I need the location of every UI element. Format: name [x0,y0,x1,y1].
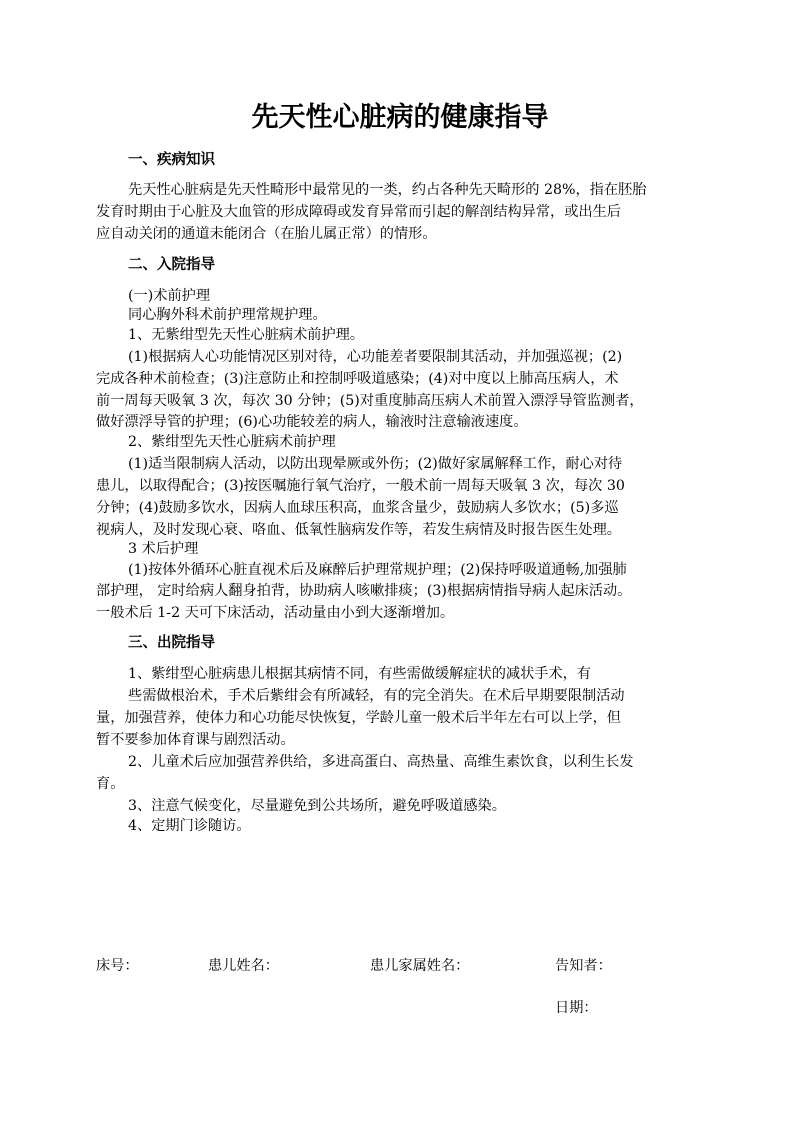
paragraph-line: 量，加强营养，使体力和心功能尽快恢复，学龄儿童一般术后半年左右可以上学，但 [96,710,621,726]
paragraph-line: (1)按体外循环心脏直视术后及麻醉后护理常规护理；(2)保持呼吸道通畅,加强肺 [128,562,627,578]
section-heading-disease-knowledge: 一、疾病知识 [128,152,215,168]
paragraph-line: 2、儿童术后应加强营养供给，多进高蛋白、高热量、高维生素饮食，以利生长发 [128,754,634,770]
paragraph-line: 应自动关闭的通道未能闭合（在胎儿属正常）的情形。 [96,226,437,242]
date-label: 日期： [555,1000,598,1016]
section-heading-discharge-guide: 三、出院指导 [128,635,215,651]
paragraph-line: 视病人，及时发现心衰、咯血、低氧性脑病发作等，若发生病情及时报告医生处理。 [96,522,621,538]
paragraph-line: 一般术后 1-2 天可下床活动，活动量由小到大逐渐增加。 [96,605,455,621]
paragraph-line: 些需做根治术，手术后紫绀会有所减轻，有的完全消失。在术后早期要限制活动 [128,688,625,704]
paragraph-line: 分钟；(4)鼓励多饮水，因病人血球压积高，血浆含量少，鼓励病人多饮水；(5)多巡 [96,500,619,516]
bed-number-label: 床号： [96,958,139,974]
informer-label: 告知者： [555,958,612,974]
section-heading-admission-guide: 二、入院指导 [128,257,215,273]
paragraph-line: 先天性心脏病是先天性畸形中最常见的一类，约占各种先天畸形的 28%，指在胚胎 [128,182,647,198]
paragraph-line: 2、紫绀型先天性心脏病术前护理 [128,434,336,450]
paragraph-line: 发育时期由于心脏及大血管的形成障碍或发育异常而引起的解剖结构异常，或出生后 [96,204,621,220]
paragraph-line: 完成各种术前检查；(3)注意防止和控制呼吸道感染；(4)对中度以上肺高压病人，术 [96,371,619,387]
paragraph-line: (1)适当限制病人活动，以防出现晕厥或外伤；(2)做好家属解释工作，耐心对待 [128,456,623,472]
family-name-label: 患儿家属姓名： [370,958,470,974]
document-title: 先天性心脏病的健康指导 [251,102,549,133]
paragraph-line: 4、定期门诊随访。 [128,818,251,834]
paragraph-line: 部护理， 定时给病人翻身拍背，协助病人咳嗽排痰；(3)根据病情指导病人起床活动。 [96,583,632,599]
paragraph-line: (一)术前护理 [128,288,211,304]
paragraph-line: 育。 [96,776,125,792]
paragraph-line: 做好漂浮导管的护理；(6)心功能较差的病人，输液时注意输液速度。 [96,414,528,430]
paragraph-line: 3 术后护理 [128,541,199,557]
paragraph-line: 同心胸外科术前护理常规护理。 [128,307,327,323]
patient-name-label: 患儿姓名： [208,958,279,974]
paragraph-line: 前一周每天吸氧 3 次，每次 30 分钟；(5)对重度肺高压病人术前置入漂浮导管监测者， [96,393,644,409]
paragraph-line: 1、紫绀型心脏病患儿根据其病情不同，有些需做缓解症状的减状手术，有 [128,666,592,682]
paragraph-line: 患儿，以取得配合；(3)按医嘱施行氧气治疗，一般术前一周每天吸氧 3 次，每次 30 [96,478,625,494]
paragraph-line: 3、注意气候变化，尽量避免到公共场所，避免呼吸道感染。 [128,798,506,814]
paragraph-line: (1)根据病人心功能情况区别对待，心功能差者要限制其活动，并加强巡视；(2) [128,349,623,365]
paragraph-line: 1、无紫绀型先天性心脏病术前护理。 [128,327,365,343]
paragraph-line: 暂不要参加体育课与剧烈活动。 [96,732,295,748]
